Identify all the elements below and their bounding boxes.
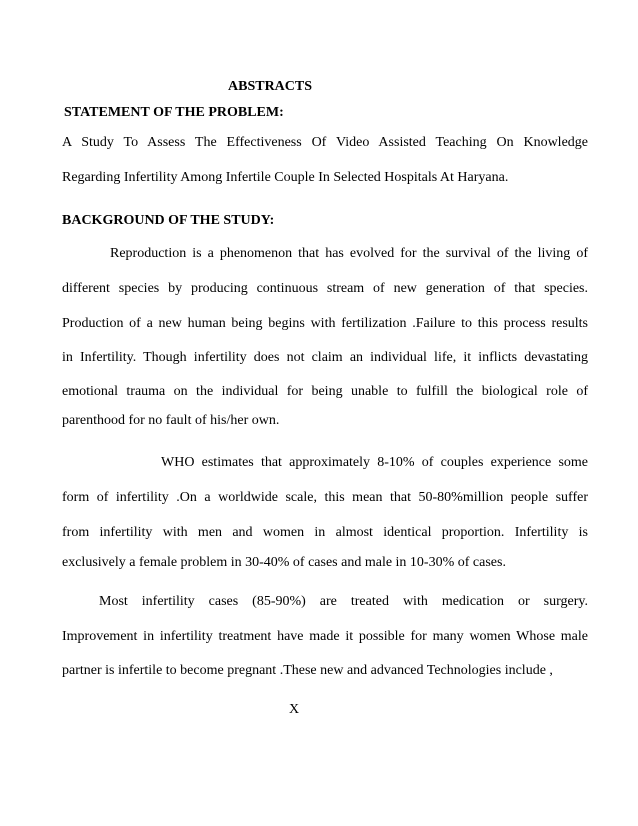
paragraph1-line-5: emotional trauma on the individual for being unable to fulfill the biological role of bbox=[62, 384, 588, 399]
paragraph1-line-1: Reproduction is a phenomenon that has evolved for the survival of the living of bbox=[110, 246, 588, 261]
paragraph3-line-3: partner is infertile to become pregnant .These new and advanced Technologies include , bbox=[62, 663, 553, 678]
background-heading: BACKGROUND OF THE STUDY: bbox=[62, 213, 275, 228]
paragraph1-line-2: different species by producing continuous stream of new generation of that species. bbox=[62, 281, 588, 296]
paragraph2-line-1: WHO estimates that approximately 8-10% of couples experience some bbox=[161, 455, 588, 470]
paragraph2-line-3: from infertility with men and women in almost identical proportion. Infertility is bbox=[62, 525, 588, 540]
paragraph3-line-1: Most infertility cases (85-90%) are treated with medication or surgery. bbox=[99, 594, 588, 609]
paragraph1-line-3: Production of a new human being begins with fertilization .Failure to this process results bbox=[62, 316, 588, 331]
paragraph1-line-6: parenthood for no fault of his/her own. bbox=[62, 413, 280, 428]
statement-heading: STATEMENT OF THE PROBLEM: bbox=[64, 105, 284, 120]
paragraph2-line-4: exclusively a female problem in 30-40% of cases and male in 10-30% of cases. bbox=[62, 555, 506, 570]
abstract-title: ABSTRACTS bbox=[228, 79, 313, 94]
page-number: X bbox=[289, 702, 300, 717]
statement-line-2: Regarding Infertility Among Infertile Couple In Selected Hospitals At Haryana. bbox=[62, 170, 509, 185]
statement-line-1: A Study To Assess The Effectiveness Of Video Assisted Teaching On Knowledge bbox=[62, 135, 588, 150]
paragraph3-line-2: Improvement in infertility treatment have made it possible for many women Whose male bbox=[62, 629, 588, 644]
paragraph1-line-4: in Infertility. Though infertility does not claim an individual life, it inflicts devastating bbox=[62, 350, 588, 365]
paragraph2-line-2: form of infertility .On a worldwide scale, this mean that 50-80%million people suffer bbox=[62, 490, 588, 505]
